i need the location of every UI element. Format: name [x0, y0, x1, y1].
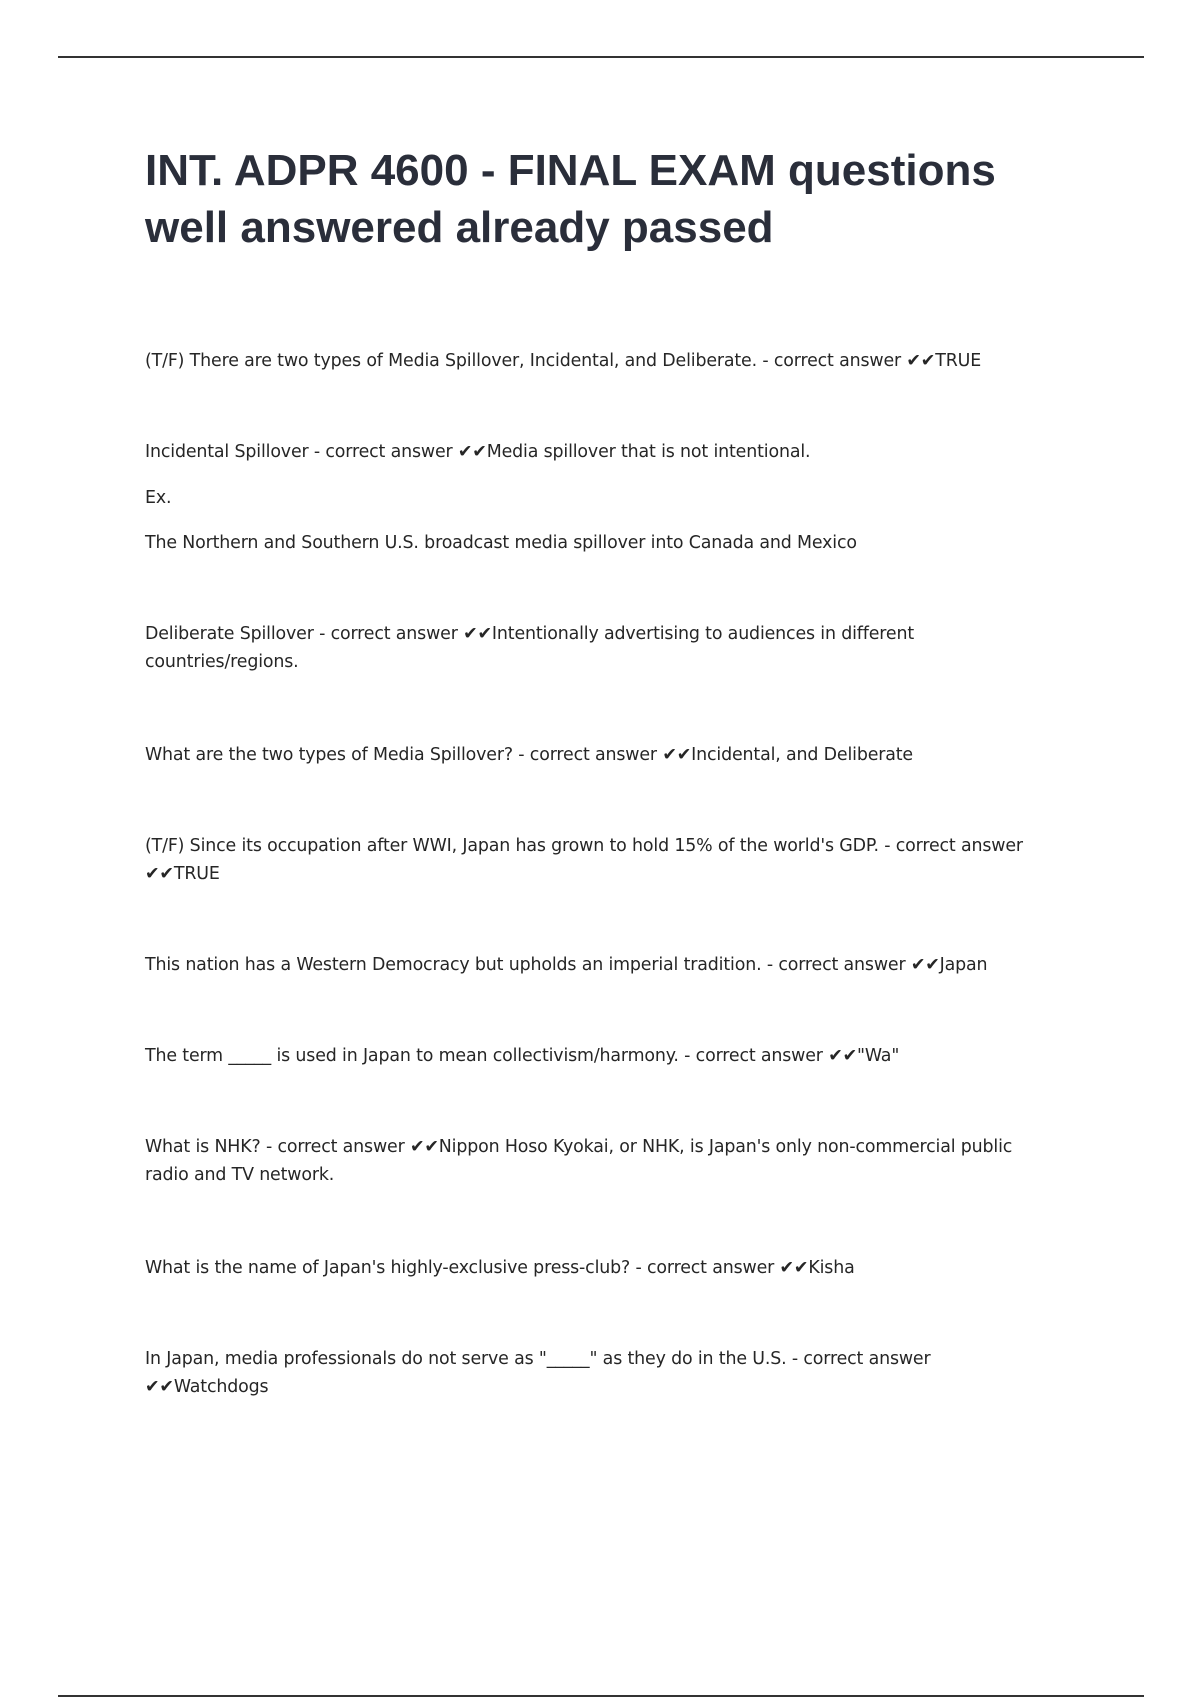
- qa-entry: [145, 832, 1100, 888]
- qa-entry-text: What are the two types of Media Spillover? - correct answer ✔✔Incidental, and Deliberate: [145, 745, 913, 765]
- qa-entry-text: (T/F) There are two types of Media Spillover, Incidental, and Deliberate. - correct answer ✔✔TRUE: [145, 351, 982, 371]
- qa-entry-text: ✔✔TRUE: [145, 864, 220, 884]
- qa-entry-text: The Northern and Southern U.S. broadcast media spillover into Canada and Mexico: [145, 533, 857, 553]
- bottom-rule: [58, 1695, 1144, 1697]
- qa-entry-text: countries/regions.: [145, 652, 299, 672]
- qa-entry-text: In Japan, media professionals do not serve as "_____" as they do in the U.S. - correct answer: [145, 1349, 931, 1369]
- title-line-2: well answered already passed: [145, 203, 774, 252]
- qa-entry-text: What is NHK? - correct answer ✔✔Nippon Hoso Kyokai, or NHK, is Japan's only non-commercial public: [145, 1137, 1013, 1157]
- qa-entry-example: [145, 529, 1100, 557]
- qa-entry: [145, 951, 1100, 979]
- qa-entry: [145, 1254, 1100, 1282]
- top-rule: [58, 56, 1144, 58]
- qa-entry-text: The term _____ is used in Japan to mean collectivism/harmony. - correct answer ✔✔"Wa": [145, 1046, 900, 1066]
- qa-entry-text: radio and TV network.: [145, 1165, 335, 1185]
- qa-entry-example-label: [145, 484, 1100, 512]
- qa-entry: [145, 620, 1100, 676]
- qa-entry: [145, 741, 1100, 769]
- qa-entry: [145, 1133, 1100, 1189]
- qa-entry-text: Ex.: [145, 488, 172, 508]
- qa-entry-text: What is the name of Japan's highly-exclusive press-club? - correct answer ✔✔Kisha: [145, 1258, 855, 1278]
- qa-entry-text: Deliberate Spillover - correct answer ✔✔Intentionally advertising to audiences in different: [145, 624, 915, 644]
- title-line-1: INT. ADPR 4600 - FINAL EXAM questions: [145, 146, 996, 195]
- qa-entry: [145, 1345, 1100, 1401]
- qa-entry-text: ✔✔Watchdogs: [145, 1377, 269, 1397]
- qa-entry: [145, 1042, 1100, 1070]
- qa-entry-text: (T/F) Since its occupation after WWI, Japan has grown to hold 15% of the world's GDP. - correct answer: [145, 836, 1023, 856]
- qa-entry: [145, 347, 1100, 375]
- qa-entry-text: Incidental Spillover - correct answer ✔✔Media spillover that is not intentional.: [145, 442, 811, 462]
- qa-entry-text: This nation has a Western Democracy but upholds an imperial tradition. - correct answer ✔✔Japan: [145, 955, 988, 975]
- qa-entry: [145, 438, 1100, 466]
- document-title: [145, 142, 1105, 256]
